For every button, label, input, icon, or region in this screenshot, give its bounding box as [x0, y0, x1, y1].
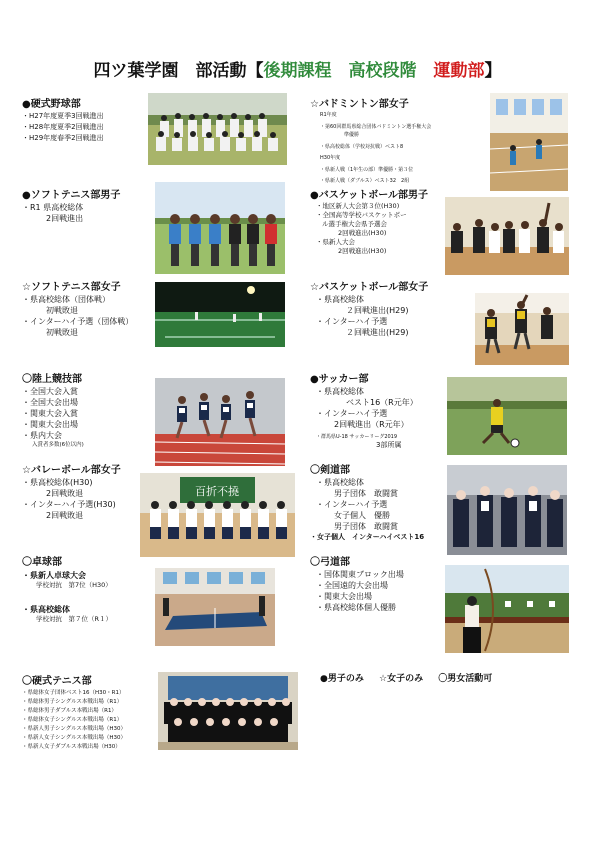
list-item: 3部所属	[376, 441, 402, 449]
list-item: ・県総体女子シングルス本戦出場（R1）	[22, 717, 123, 723]
list-item: ・国体関東ブロック出場	[316, 570, 404, 579]
page-title: 四ツ葉学園 部活動【後期課程 高校段階 運動部】	[93, 61, 502, 81]
list-item: 2回戦進出(H30)	[338, 247, 387, 255]
section-heading: ☆バスケットボール部女子	[310, 282, 429, 293]
section-heading: ●バスケットボール部男子	[310, 190, 429, 201]
section-heading: 〇硬式テニス部	[22, 676, 92, 687]
list-item: ・R1 県高校総体	[22, 203, 84, 212]
tabletennis-photo	[155, 568, 275, 646]
section-badminton	[310, 95, 431, 185]
list-item: ・県総体女子団体ベスト16（H30・R1）	[22, 690, 125, 696]
list-item: ・関東大会入賞	[22, 409, 78, 418]
tennis-photo	[158, 672, 298, 750]
list-item: 2回戦進出(H30)	[338, 229, 387, 237]
list-item: 入賞者多数(6位以内)	[32, 442, 84, 448]
list-item: ・群馬県U‐18 サッカーリーグ2019	[316, 434, 398, 440]
list-item: ・県新人女子ダブルス本戦出場（H30）	[22, 744, 121, 750]
list-item: ・県新人戦（1年生の部）準優勝・第３位	[320, 167, 414, 173]
list-item: 2回戦進出	[46, 214, 84, 223]
list-item: ・県高校総体(H30)	[22, 478, 93, 487]
list-item: ・インターハイ予選(H30)	[22, 500, 116, 509]
list-item: ル選手権大会県予選会	[322, 220, 387, 228]
section-basketball-girls	[310, 278, 428, 338]
list-item: ・県新人男子シングルス本戦出場（H30）	[22, 726, 127, 732]
list-item: ・県新人戦（ダブルス）ベスト32 2組	[320, 178, 410, 184]
list-item: 初戦敗退	[46, 306, 78, 315]
list-item: ・インターハイ予選	[316, 317, 388, 326]
list-item: 2回戦敗退	[46, 489, 84, 498]
section-heading: ☆ソフトテニス部女子	[22, 282, 121, 293]
section-heading: ●サッカー部	[310, 374, 369, 385]
section-volleyball	[22, 461, 121, 521]
section-heading: ☆バレーボール部女子	[22, 465, 121, 476]
list-item: 男子団体 敢闘賞	[334, 489, 398, 498]
list-item: 女子個人 優勝	[334, 511, 390, 520]
list-item: ・全国大会出場	[22, 398, 78, 407]
soccer-photo	[447, 377, 567, 455]
section-tennis	[22, 672, 126, 752]
baseball-photo	[148, 93, 287, 165]
list-item: 準優勝	[344, 132, 360, 138]
list-item: ・県総体男子シングルス本戦出場（R1）	[22, 699, 123, 705]
badminton-photo	[490, 93, 568, 191]
list-item: 2回戦進出（R元年）	[334, 420, 409, 429]
list-item: ・県総体男子ダブルス本戦出場（R1）	[22, 708, 117, 714]
basketball-boys-photo	[445, 197, 569, 275]
legend	[320, 671, 504, 684]
softtennis-girls-photo	[155, 282, 285, 347]
list-item: ・県高校総体	[316, 295, 364, 304]
list-item: ・H29年度春季2回戦進出	[22, 134, 104, 142]
legend-girls-only: ☆女子のみ	[379, 674, 424, 684]
list-item: ・県新人女子シングルス本戦出場（H30）	[22, 735, 127, 741]
list-item: ・県高校総体	[316, 478, 364, 487]
legend-boys-only: ●男子のみ	[320, 674, 364, 684]
section-heading: 〇弓道部	[310, 557, 350, 568]
section-heading: 〇陸上競技部	[22, 374, 82, 385]
section-baseball	[22, 95, 104, 144]
list-item: ・H27年度夏季3回戦進出	[22, 112, 104, 120]
list-item: ・関東大会出場	[22, 420, 78, 429]
section-track	[22, 370, 84, 450]
list-item: ・関東大会出場	[316, 592, 372, 601]
legend-mixed: 〇男女活動可	[438, 674, 493, 684]
section-heading: ☆バドミントン部女子	[310, 99, 409, 110]
list-item: ・インターハイ予選	[316, 409, 388, 418]
list-item: 学校対抗 第7位（H30）	[36, 581, 112, 589]
banner-text: 百折不撓	[195, 485, 239, 498]
section-soccer	[310, 370, 418, 450]
track-photo	[155, 378, 285, 466]
list-item: 学校対抗 第７位（R１）	[36, 615, 113, 623]
kendo-photo	[447, 465, 567, 555]
list-item: ・県新人大会	[316, 238, 355, 246]
section-archery	[310, 553, 404, 613]
list-item: ・インターハイ予選	[316, 500, 388, 509]
section-heading: 〇卓球部	[22, 557, 62, 568]
section-softtennis-boys	[22, 186, 120, 224]
list-item: ・全国遠的大会出場	[316, 581, 388, 590]
list-item: ・県高校総体個人優勝	[316, 603, 396, 612]
section-heading: ●ソフトテニス部男子	[22, 190, 121, 201]
list-item: ・女子個人 インターハイベスト16	[310, 533, 425, 541]
list-item: 2回戦敗退	[46, 511, 84, 520]
list-item: ・県高校総体（団体戦）	[22, 295, 110, 304]
section-heading: ●硬式野球部	[22, 99, 81, 110]
list-item: ・県高校総体（学校対抗戦）ベスト8	[320, 144, 404, 150]
list-item: ・インターハイ予選（団体戦）	[22, 317, 134, 326]
archery-photo	[445, 565, 569, 653]
list-item: ・H28年度夏季2回戦進出	[22, 123, 104, 131]
list-item: ・地区新人大会第３位(H30)	[316, 202, 400, 210]
list-item: ・県新人卓球大会	[22, 571, 86, 580]
section-tabletennis	[22, 553, 112, 624]
list-item: R1年度	[320, 112, 337, 118]
list-item: ・県高校総体	[22, 605, 70, 614]
section-heading: 〇剣道部	[310, 465, 350, 476]
basketball-girls-photo	[475, 293, 569, 365]
section-kendo	[310, 461, 424, 543]
list-item: ２回戦進出(H29)	[346, 306, 409, 315]
list-item: ２回戦進出(H29)	[346, 328, 409, 337]
list-item: ベスト16（R元年）	[346, 398, 418, 407]
list-item: H30年度	[320, 155, 341, 161]
list-item: ・全国大会入賞	[22, 387, 78, 396]
volleyball-photo	[140, 473, 295, 557]
list-item: ・県内大会	[22, 431, 62, 440]
list-item: ・第60回群馬県総合団体バドミントン選手権大会	[320, 124, 432, 130]
section-softtennis-girls	[22, 278, 133, 338]
list-item: 初戦敗退	[46, 328, 78, 337]
list-item: ・全国高等学校バスケットボー	[316, 211, 407, 219]
section-basketball-boys	[310, 186, 428, 256]
list-item: ・県高校総体	[316, 387, 364, 396]
softtennis-boys-photo	[155, 182, 285, 274]
list-item: 男子団体 敢闘賞	[334, 522, 398, 531]
